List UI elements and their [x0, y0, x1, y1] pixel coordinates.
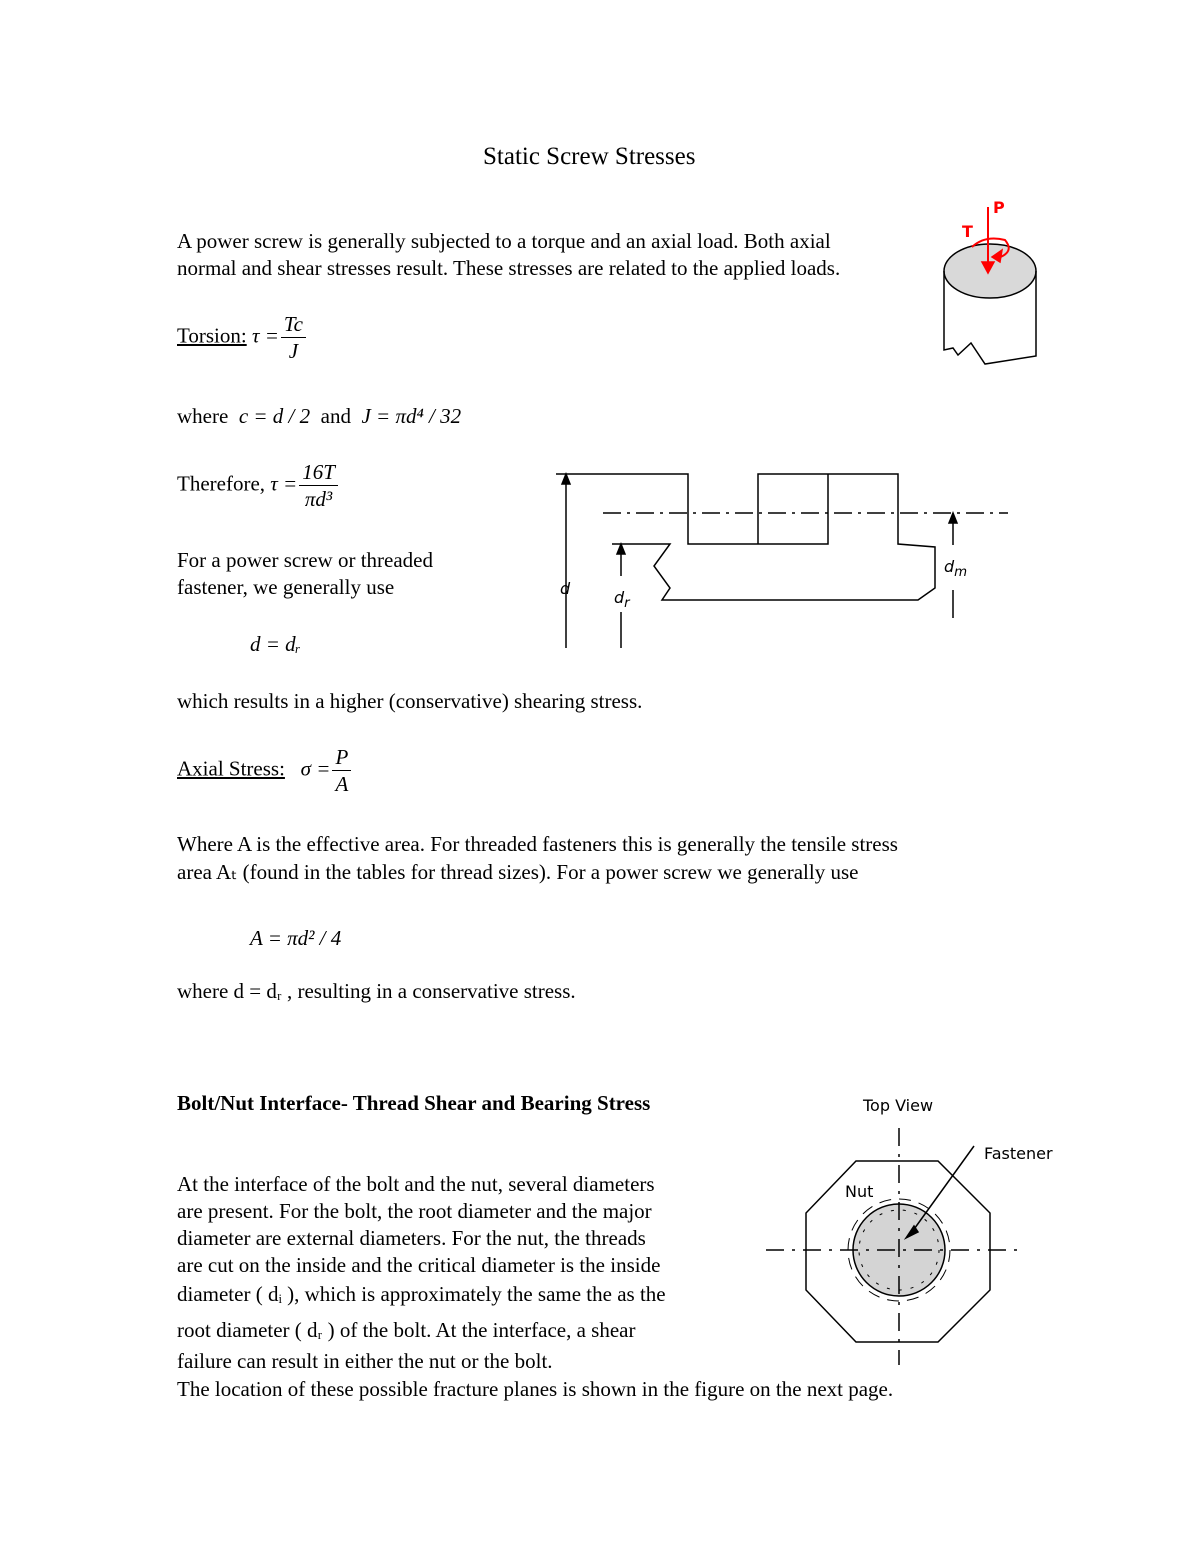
nut-figure: [766, 1128, 1018, 1365]
therefore-lhs: τ =: [270, 471, 298, 496]
thread-figure: [556, 474, 1008, 648]
top-view-label: Top View: [863, 1096, 934, 1115]
fastener-line-2: fastener, we generally use: [177, 575, 395, 599]
intro-line-1: A power screw is generally subjected to a torque and an axial load. Both axial: [177, 229, 831, 253]
interface-line-5: diameter ( dᵢ ), which is approximately the same the as the: [177, 1282, 666, 1306]
intro-line-2: normal and shear stresses result. These stresses are related to the applied loads.: [177, 256, 841, 280]
cylinder-figure: [944, 207, 1036, 364]
root-diameter-label: [614, 584, 630, 617]
dr-sub: r: [624, 596, 630, 612]
nut-label: Nut: [845, 1182, 874, 1201]
therefore-den: πd³: [304, 487, 333, 511]
where-dr-text: where d = dᵣ , resulting in a conservative stress.: [177, 979, 576, 1003]
conservative-text: which results in a higher (conservative) shearing stress.: [177, 689, 643, 713]
section-heading: Bolt/Nut Interface- Thread Shear and Bearing Stress: [177, 1091, 651, 1115]
axial-equation: [177, 744, 353, 797]
interface-line-2: are present. For the bolt, the root diameter and the major: [177, 1199, 652, 1223]
torsion-den: J: [288, 339, 299, 363]
axial-den: A: [335, 772, 349, 796]
therefore-equation: [177, 459, 340, 512]
fastener-line-1: For a power screw or threaded: [177, 548, 433, 572]
fastener-label: Fastener: [984, 1144, 1053, 1163]
interface-line-7: failure can result in either the nut or the bolt.: [177, 1349, 553, 1373]
c-equation: c = d / 2: [238, 404, 311, 428]
t-torque-label: T: [962, 222, 973, 241]
p-load-label: P: [993, 198, 1005, 217]
page-title: Static Screw Stresses: [483, 143, 696, 170]
j-equation: J = πd⁴ / 32: [361, 404, 462, 428]
effective-line-1: Where A is the effective area. For threaded fasteners this is generally the tensile stress: [177, 832, 898, 856]
dm-d: d: [944, 557, 955, 576]
torsion-lhs: τ =: [251, 323, 279, 348]
torque-arrowhead: [992, 250, 1002, 262]
torsion-num: Tc: [281, 311, 306, 338]
interface-line-3: diameter are external diameters. For the nut, the threads: [177, 1226, 646, 1250]
interface-line-6: root diameter ( dᵣ ) of the bolt. At the interface, a shear: [177, 1318, 636, 1342]
and-word: and: [320, 404, 351, 428]
therefore-num: 16T: [299, 459, 338, 486]
axial-num: P: [332, 744, 351, 771]
therefore-label: Therefore,: [177, 471, 266, 496]
interface-line-8: The location of these possible fracture planes is shown in the figure on the next page.: [177, 1377, 894, 1401]
d-equals-dr: d = dᵣ: [250, 632, 301, 656]
interface-line-4: are cut on the inside and the critical diameter is the inside: [177, 1253, 661, 1277]
dm-sub: m: [954, 565, 968, 581]
axial-arrowhead: [982, 262, 994, 273]
effective-line-2: area Aₜ (found in the tables for thread sizes). For a power screw we generally use: [177, 860, 859, 884]
interface-line-1: At the interface of the bolt and the nut, several diameters: [177, 1172, 655, 1196]
dr-d: d: [614, 588, 625, 607]
axial-lhs: σ =: [300, 756, 331, 781]
mean-diameter-label: [944, 553, 967, 586]
torsion-equation: [177, 311, 308, 364]
where-word: where: [177, 404, 229, 428]
where-c-j: [177, 403, 461, 430]
torsion-label: Torsion:: [177, 323, 247, 348]
major-diameter-label: d: [560, 579, 571, 598]
axial-label: Axial Stress:: [177, 756, 285, 781]
area-equation: A = πd² / 4: [250, 926, 342, 950]
